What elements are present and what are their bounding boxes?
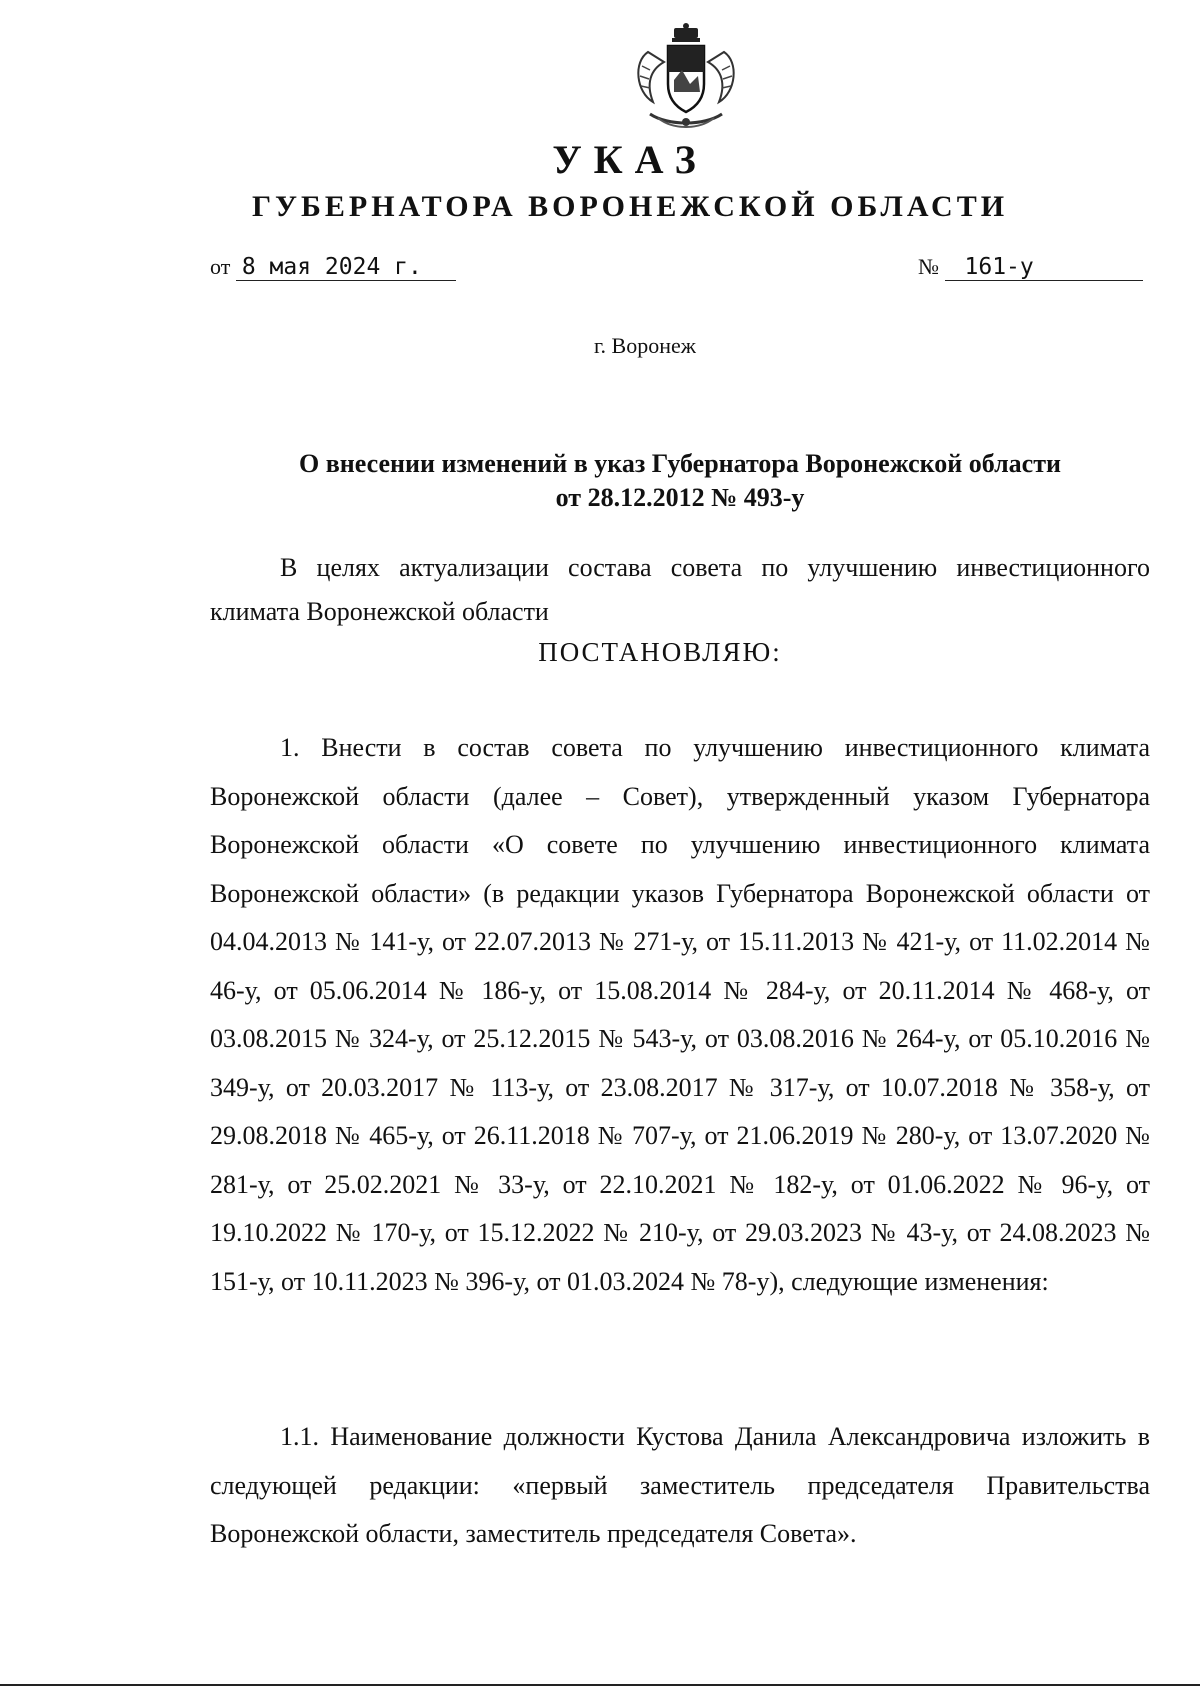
subject-line-1: О внесении изменений в указ Губернатора Воронежской области: [299, 449, 1061, 478]
date-value: 8 мая 2024 г.: [236, 254, 456, 281]
decree-word: ПОСТАНОВЛЯЮ:: [538, 637, 782, 667]
issuer-title: ГУБЕРНАТОРА ВОРОНЕЖСКОЙ ОБЛАСТИ: [251, 190, 1009, 223]
date-field: [210, 254, 456, 281]
date-prefix: от: [210, 254, 231, 279]
number-value: 161-у: [945, 254, 1143, 281]
preamble-paragraph: В целях актуализации состава совета по улучшению инвестиционного климата Воронежской области: [210, 553, 1150, 626]
number-prefix: №: [918, 254, 939, 279]
city-label: г. Воронеж: [594, 333, 696, 358]
item-1-1-paragraph: 1.1. Наименование должности Кустова Данила Александровича изложить в следующей редакции: «первый заместитель председателя Правительства Воронежской области, заместитель председателя Совета».: [210, 1422, 1150, 1548]
page-edge-line: [0, 1684, 1200, 1686]
item-1-paragraph: 1. Внести в состав совета по улучшению инвестиционного климата Воронежской области (далее – Совет), утвержденный указом Губернатора Воронежской области «О совете по улучшению инвестиционного климата Воронежской области» (в редакции указов Губернатора Воронежской области от 04.04.2013 № 141-у, от 22.07.2013 № 271-у, от 15.11.2013 № 421-у, от 11.02.2014 № 46-у, от 05.06.2014 № 186-у, от 15.08.2014 № 284-у, от 20.11.2014 № 468-у, от 03.08.2015 № 324-у, от 25.12.2015 № 543-у, от 03.08.2016 № 264-у, от 05.10.2016 № 349-у, от 20.03.2017 № 113-у, от 23.08.2017 № 317-у, от 10.07.2018 № 358-у, от 29.08.2018 № 465-у, от 26.11.2018 № 707-у, от 21.06.2019 № 280-у, от 13.07.2020 № 281-у, от 25.02.2021 № 33-у, от 22.10.2021 № 182-у, от 01.06.2022 № 96-у, от 19.10.2022 № 170-у, от 15.12.2022 № 210-у, от 29.03.2023 № 43-у, от 24.08.2023 № 151-у, от 10.11.2023 № 396-у, от 01.03.2024 № 78-у), следующие изменения:: [210, 733, 1150, 1296]
subject-line-2: от 28.12.2012 № 493-у: [555, 483, 805, 512]
coat-of-arms-icon: [628, 22, 744, 132]
number-field: [918, 254, 1143, 281]
document-type-title: УКАЗ: [552, 137, 708, 182]
subject-heading: [210, 447, 1150, 515]
